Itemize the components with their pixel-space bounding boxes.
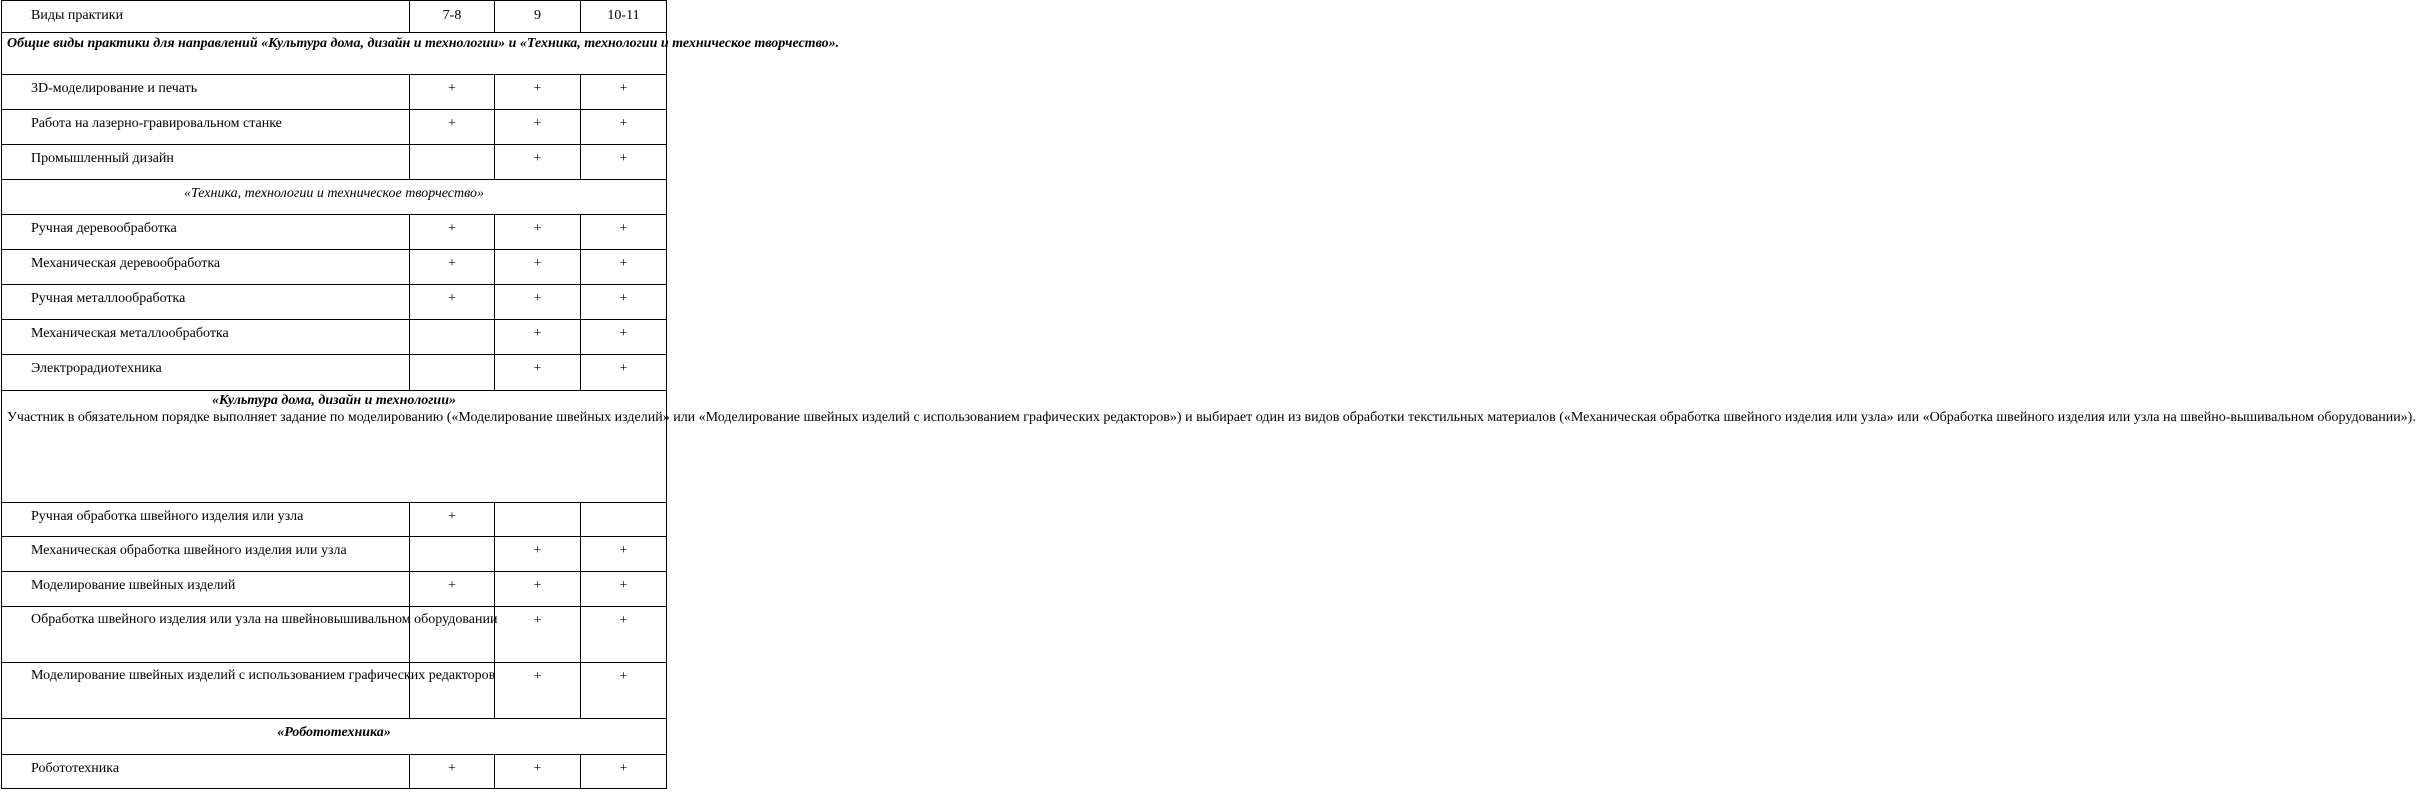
table-row bbox=[2, 320, 667, 355]
mark-grade-7-8: + bbox=[410, 285, 495, 320]
table-row bbox=[2, 110, 667, 145]
section-culture-cell bbox=[2, 391, 2416, 503]
mark-grade-9: + bbox=[495, 572, 581, 607]
mark-grade-7-8: + bbox=[410, 75, 495, 110]
table-row bbox=[2, 503, 667, 537]
mark-grade-10-11: + bbox=[581, 755, 667, 789]
mark-grade-7-8 bbox=[410, 355, 495, 391]
section-robotics-title: «Робототехника» bbox=[2, 719, 667, 755]
mark-grade-9: + bbox=[495, 537, 581, 572]
practice-name: Работа на лазерно-гравировальном станке bbox=[2, 110, 410, 145]
table-row bbox=[2, 285, 667, 320]
header-row bbox=[2, 1, 667, 33]
mark-grade-7-8 bbox=[410, 537, 495, 572]
table-row bbox=[2, 572, 667, 607]
mark-grade-10-11 bbox=[581, 503, 667, 537]
header-practice-types: Виды практики bbox=[2, 1, 410, 33]
section-culture-title: «Культура дома, дизайн и технологии» bbox=[211, 393, 456, 408]
mark-grade-7-8: + bbox=[410, 572, 495, 607]
mark-grade-10-11: + bbox=[581, 250, 667, 285]
practice-name: Механическая деревообработка bbox=[2, 250, 410, 285]
section-culture-header bbox=[2, 391, 667, 503]
mark-grade-10-11: + bbox=[581, 145, 667, 180]
mark-grade-9: + bbox=[495, 250, 581, 285]
mark-grade-7-8 bbox=[410, 320, 495, 355]
section-technics-header bbox=[2, 180, 667, 215]
mark-grade-9: + bbox=[495, 285, 581, 320]
mark-grade-7-8: + bbox=[410, 215, 495, 250]
practice-name: Обработка швейного изделия или узла на швейновышивальном оборудовании bbox=[2, 607, 410, 663]
table-row bbox=[2, 215, 667, 250]
mark-grade-10-11: + bbox=[581, 320, 667, 355]
table-row bbox=[2, 607, 667, 663]
mark-grade-7-8 bbox=[410, 145, 495, 180]
table-row bbox=[2, 537, 667, 572]
practice-name: Ручная деревообработка bbox=[2, 215, 410, 250]
mark-grade-9: + bbox=[495, 355, 581, 391]
section-technics-title: «Техника, технологии и техническое творчество» bbox=[2, 180, 667, 215]
practice-name: Механическая обработка швейного изделия или узла bbox=[2, 537, 410, 572]
mark-grade-10-11: + bbox=[581, 663, 667, 719]
mark-grade-7-8: + bbox=[410, 250, 495, 285]
mark-grade-9: + bbox=[495, 215, 581, 250]
mark-grade-9: + bbox=[495, 320, 581, 355]
practice-name: Ручная металлообработка bbox=[2, 285, 410, 320]
mark-grade-7-8: + bbox=[410, 503, 495, 537]
mark-grade-7-8: + bbox=[410, 755, 495, 789]
section-culture-note: Участник в обязательном порядке выполняет задание по моделированию («Моделирование швейных изделий» или «Моделирование швейных изделий с использованием графических редакторов») и выбирает один из видов обработки текстильных материалов («Механическая обработка швейного изделия или узла» или «Обработка швейного изделия или узла на швейно-вышивальном оборудовании»). bbox=[7, 410, 2416, 425]
table-row bbox=[2, 755, 667, 789]
table-row bbox=[2, 145, 667, 180]
header-grade-10-11: 10-11 bbox=[581, 1, 667, 33]
practice-name: Ручная обработка швейного изделия или узла bbox=[2, 503, 410, 537]
mark-grade-9: + bbox=[495, 110, 581, 145]
mark-grade-9: + bbox=[495, 145, 581, 180]
mark-grade-10-11: + bbox=[581, 607, 667, 663]
mark-grade-9: + bbox=[495, 755, 581, 789]
table-row bbox=[2, 355, 667, 391]
practice-name: Робототехника bbox=[2, 755, 410, 789]
table-row bbox=[2, 663, 667, 719]
mark-grade-10-11: + bbox=[581, 285, 667, 320]
section-general-title: Общие виды практики для направлений «Культура дома, дизайн и технологии» и «Техника, технологии и техническое творчество». bbox=[2, 33, 667, 75]
table-row bbox=[2, 75, 667, 110]
mark-grade-9 bbox=[495, 503, 581, 537]
section-robotics-header bbox=[2, 719, 667, 755]
mark-grade-9: + bbox=[495, 75, 581, 110]
mark-grade-10-11: + bbox=[581, 215, 667, 250]
table-row bbox=[2, 250, 667, 285]
mark-grade-10-11: + bbox=[581, 572, 667, 607]
mark-grade-9: + bbox=[495, 607, 581, 663]
mark-grade-7-8: + bbox=[410, 110, 495, 145]
practice-name: Механическая металлообработка bbox=[2, 320, 410, 355]
practice-name: Моделирование швейных изделий с использованием графических редакторов bbox=[2, 663, 410, 719]
mark-grade-9: + bbox=[495, 663, 581, 719]
practice-name: 3D-моделирование и печать bbox=[2, 75, 410, 110]
mark-grade-10-11: + bbox=[581, 110, 667, 145]
mark-grade-10-11: + bbox=[581, 355, 667, 391]
mark-grade-10-11: + bbox=[581, 75, 667, 110]
header-grade-9: 9 bbox=[495, 1, 581, 33]
section-general-header bbox=[2, 33, 667, 75]
practice-types-table bbox=[1, 0, 2416, 789]
practice-name: Промышленный дизайн bbox=[2, 145, 410, 180]
header-grade-7-8: 7-8 bbox=[410, 1, 495, 33]
mark-grade-10-11: + bbox=[581, 537, 667, 572]
practice-name: Электрорадиотехника bbox=[2, 355, 410, 391]
practice-name: Моделирование швейных изделий bbox=[2, 572, 410, 607]
